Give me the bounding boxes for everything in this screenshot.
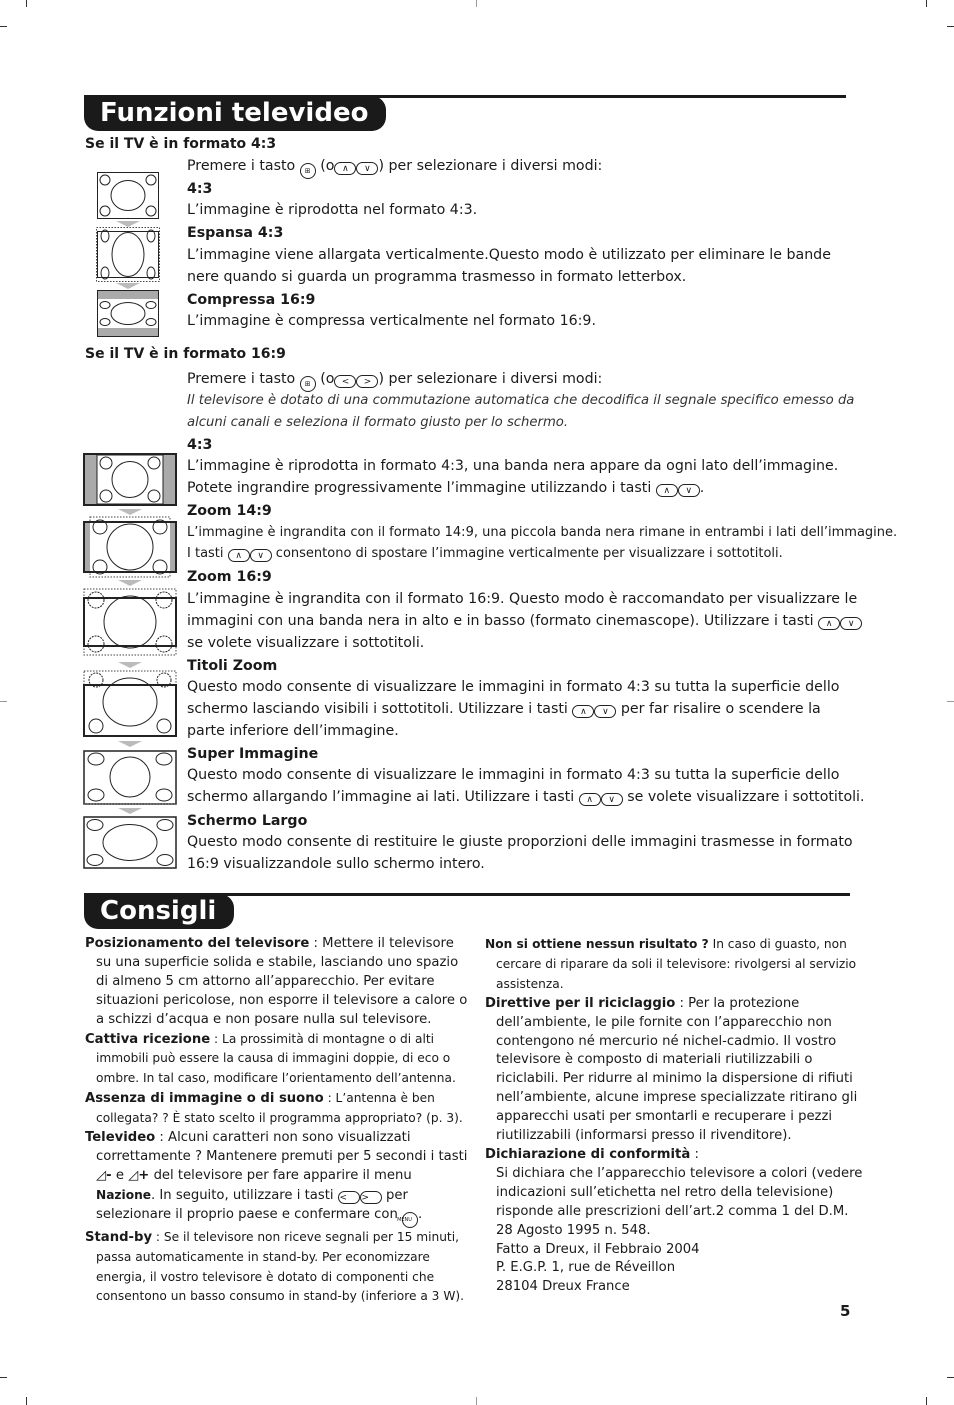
arrow-down-icon [118, 741, 142, 747]
mode-desc: parte inferiore dell’immagine. [187, 723, 399, 739]
left-key-icon: < [338, 1191, 360, 1204]
crop-mark [0, 26, 7, 27]
mode-desc: nere quando si guarda un programma trasmesso in formato letterbox. [187, 269, 687, 285]
mode-desc: L’immagine è riprodotta in formato 4:3, una banda nera appare da ogni lato dell’immagine. [187, 458, 839, 474]
mode-title: Zoom 16:9 [187, 569, 272, 585]
arrow-down-icon [118, 662, 142, 668]
arrow-down-icon [118, 509, 142, 515]
mode-desc: schermo allargando l’immagine ai lati. Utilizzare i tasti ∧ ∨ se volete visualizzare i sottotitoli. [187, 789, 865, 805]
tip-item: Direttive per il riciclaggio : Per la protezione dell’ambiente, le pile fornite con l’apparecchio non contengono né mercurio né nichel-cadmio. Il vostro televisore è composto di materiali riutilizzabili o riciclabili. Per ridurre al minimo la dispersione di rifiuti nell’ambiente, alcune imprese specializzate ritirano gli apparecchi usati per smontarli e recuperare i pezzi riutilizzabili (informarsi presso il rivenditore). [485, 995, 858, 1144]
section-title-consigli: Consigli [84, 894, 234, 929]
tv-icon-169-43 [83, 453, 177, 506]
mode-desc: Questo modo consente di visualizzare le immagini in formato 4:3 su tutta la superficie dello [187, 767, 840, 783]
format43-intro: Premere i tasto ⊞ (o ∧ ∨ ) per selezionare i diversi modi: [187, 155, 602, 179]
format-key-icon: ⊞ [300, 376, 316, 392]
mode-desc: se volete visualizzare i sottotitoli. [187, 635, 425, 651]
tv-icon-43 [97, 172, 159, 219]
tip-item: Assenza di immagine o di suono : L’antenna è ben collegata? ? È stato scelto il programma appropriato? (p. 3). [85, 1091, 463, 1126]
tv-icon-zoom-149 [83, 516, 177, 578]
mode-desc: Questo modo consente di visualizzare le immagini in formato 4:3 su tutta la superficie dello [187, 679, 840, 695]
consigli-right-column [485, 935, 870, 1297]
down-key-icon: ∨ [356, 162, 378, 175]
up-key-icon: ∧ [572, 705, 594, 718]
tv-icon-super-immagine [83, 750, 177, 805]
mode-title: Schermo Largo [187, 813, 308, 829]
consigli-left-column [85, 935, 470, 1307]
mode-desc: Potete ingrandire progressivamente l’immagine utilizzando i tasti ∧ ∨ . [187, 480, 705, 496]
section-title-funzioni: Funzioni televideo [84, 96, 386, 131]
volume-plus-icon: ◿+ [128, 1167, 150, 1183]
tip-item: Posizionamento del televisore : Mettere il televisore su una superficie solida e stabile, lasciando uno spazio di almeno 5 cm attorno all’apparecchio. Per evitare situazioni pericolose, non esporre il televisore a calore o a schizzi d’acqua e non posare nulla sul televisore. [85, 936, 468, 1027]
mode-title: Compressa 16:9 [187, 292, 316, 308]
crop-mark [476, 1397, 477, 1405]
auto-switch-note: Il televisore è dotato di una commutazione automatica che decodifica il segnale specifico emesso da [187, 393, 855, 408]
crop-mark [0, 701, 7, 702]
crop-mark [926, 0, 927, 7]
subheading-format-169: Se il TV è in formato 16:9 [85, 346, 286, 362]
left-key-icon: < [334, 375, 356, 388]
crop-mark [947, 26, 954, 27]
mode-desc: Questo modo consente di restituire le giuste proporzioni delle immagini trasmesse in formato [187, 834, 853, 850]
mode-desc: L’immagine viene allargata verticalmente.Questo modo è utilizzato per eliminare le bande [187, 247, 831, 263]
tip-item: Non si ottiene nessun risultato ? In caso di guasto, non cercare di riparare da soli il televisore: rivolgersi al servizio assistenza. [485, 937, 857, 991]
crop-mark [26, 1397, 27, 1405]
tip-item: Cattiva ricezione : La prossimità di montagne o di alti immobili può essere la causa di immagini doppie, di eco o ombre. In tal caso, modificare l’orientamento dell’antenna. [85, 1031, 456, 1086]
down-key-icon: ∨ [250, 549, 272, 562]
tv-icon-zoom-169 [83, 588, 177, 656]
right-key-icon: > [360, 1191, 382, 1204]
declaration-text: Si dichiara che l’apparecchio televisore a colori (vedere indicazioni sull’etichetta nel retro della televisione) risponde alle prescrizioni dell’art.2 comma 1 del D.M. 28 Agosto 1995 n. 548. Fatto a Dreux, il Febbraio 2004 P. E.G.P. 1, rue de Réveillon 28104 Dreux France [496, 1165, 863, 1295]
mode-title: Zoom 14:9 [187, 503, 272, 519]
subheading-format-43: Se il TV è in formato 4:3 [85, 136, 277, 152]
mode-title: 4:3 [187, 437, 213, 453]
mode-desc: L’immagine è compressa verticalmente nel formato 16:9. [187, 313, 596, 329]
crop-mark [926, 1397, 927, 1405]
up-key-icon: ∧ [334, 162, 356, 175]
mode-desc: schermo lasciando visibili i sottotitoli. Utilizzare i tasti ∧ ∨ per far risalire o scendere la [187, 701, 821, 717]
tip-item: Televideo : Alcuni caratteri non sono visualizzati correttamente ? Mantenere premuti per 5 secondi i tasti ◿- e ◿+ del televisore per fare apparire il menu Nazione. In seguito, utilizzare i tasti < > per selezionare il proprio paese e confermare con MENU . [85, 1129, 470, 1228]
arrow-down-icon [118, 808, 142, 814]
volume-minus-icon: ◿- [96, 1167, 112, 1183]
mode-desc: L’immagine è riprodotta nel formato 4:3. [187, 202, 478, 218]
mode-desc: 16:9 visualizzandole sullo schermo intero. [187, 856, 485, 872]
down-key-icon: ∨ [594, 705, 616, 718]
down-key-icon: ∨ [678, 484, 700, 497]
right-key-icon: > [356, 375, 378, 388]
mode-title: Titoli Zoom [187, 658, 278, 674]
tip-item: Dichiarazione di conformità : [485, 1146, 699, 1162]
crop-mark [476, 0, 477, 7]
mode-desc: I tasti ∧ ∨ consentono di spostare l’immagine verticalmente per visualizzare i sottotitoli. [187, 546, 783, 561]
menu-key-icon: MENU [402, 1212, 418, 1228]
mode-desc: L’immagine è ingrandita con il formato 14:9, una piccola banda nera rimane in entrambi i lati dell’immagine. [187, 525, 898, 540]
crop-mark [947, 701, 954, 702]
tv-icon-schermo-largo [83, 816, 177, 869]
arrow-down-icon [116, 283, 140, 289]
up-key-icon: ∧ [579, 793, 601, 806]
tv-icon-espansa-43 [96, 227, 160, 282]
tip-item: Stand-by : Se il televisore non riceve segnali per 15 minuti, passa automaticamente in stand-by. Per economizzare energia, il vostro televisore è dotato di componenti che consentono un basso consumo in stand-by (inferiore a 3 W). [85, 1229, 464, 1304]
crop-mark [947, 1377, 954, 1378]
page-number: 5 [840, 1302, 851, 1320]
crop-mark [26, 0, 27, 7]
format169-intro: Premere i tasto ⊞ (o < > ) per selezionare i diversi modi: [187, 368, 602, 392]
format-key-icon: ⊞ [300, 163, 316, 179]
tv-icon-compressa-169 [97, 290, 159, 337]
up-key-icon: ∧ [818, 617, 840, 630]
mode-desc: L’immagine è ingrandita con il formato 16:9. Questo modo è raccomandato per visualizzare le [187, 591, 858, 607]
up-key-icon: ∧ [656, 484, 678, 497]
mode-desc: immagini con una banda nera in alto e in basso (formato cinemascope). Utilizzare i tasti ∧ ∨ [187, 610, 862, 632]
mode-title: Super Immagine [187, 746, 319, 762]
mode-title: Espansa 4:3 [187, 225, 284, 241]
crop-mark [0, 1377, 7, 1378]
down-key-icon: ∨ [601, 793, 623, 806]
down-key-icon: ∨ [840, 617, 862, 630]
tv-icon-titoli-zoom [83, 670, 177, 738]
arrow-down-icon [118, 580, 142, 586]
auto-switch-note: alcuni canali e seleziona il formato giusto per lo schermo. [187, 415, 569, 430]
up-key-icon: ∧ [228, 549, 250, 562]
mode-title: 4:3 [187, 181, 213, 197]
